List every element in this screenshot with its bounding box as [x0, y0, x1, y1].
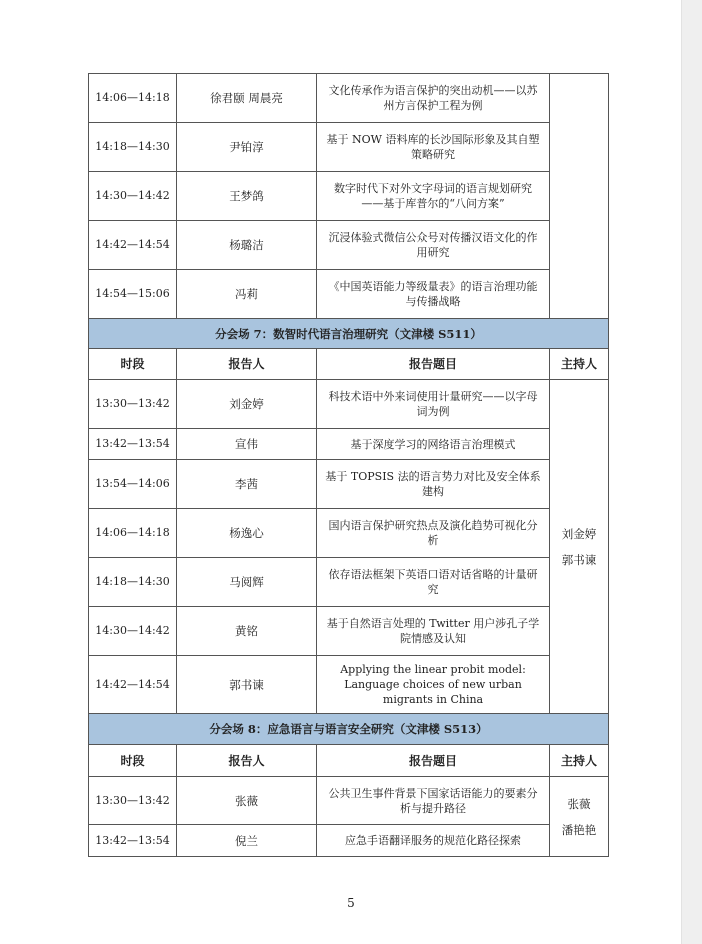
time-cell: 14:06—14:18	[89, 74, 177, 123]
topic-cell: 国内语言保护研究热点及演化趋势可视化分析	[317, 509, 550, 558]
header-time: 时段	[89, 745, 177, 777]
topic-cell: 文化传承作为语言保护的突出动机——以苏州方言保护工程为例	[317, 74, 550, 123]
topic-cell: 基于 TOPSIS 法的语言势力对比及安全体系建构	[317, 460, 550, 509]
time-cell: 14:18—14:30	[89, 123, 177, 172]
host-cell	[550, 777, 609, 857]
table-row	[89, 221, 609, 270]
schedule-table	[88, 73, 609, 857]
time-cell: 14:42—14:54	[89, 221, 177, 270]
topic-cell: 公共卫生事件背景下国家话语能力的要素分析与提升路径	[317, 777, 550, 825]
speaker-cell: 黄铭	[177, 607, 317, 656]
column-header-row	[89, 349, 609, 380]
time-cell: 13:30—13:42	[89, 777, 177, 825]
host-cell-empty	[550, 74, 609, 319]
host-name: 刘金婷	[561, 526, 597, 541]
speaker-cell: 马阅辉	[177, 558, 317, 607]
speaker-cell: 郭书谏	[177, 656, 317, 714]
host-cell	[550, 380, 609, 714]
time-cell: 14:42—14:54	[89, 656, 177, 714]
time-cell: 13:42—13:54	[89, 429, 177, 460]
topic-cell: Applying the linear probit model: Language choices of new urban migrants in China	[317, 656, 550, 714]
speaker-cell: 张薇	[177, 777, 317, 825]
column-header-row	[89, 745, 609, 777]
topic-cell: 基于 NOW 语料库的长沙国际形象及其自塑策略研究	[317, 123, 550, 172]
speaker-cell: 王梦鸽	[177, 172, 317, 221]
speaker-cell: 杨逸心	[177, 509, 317, 558]
header-speaker: 报告人	[177, 745, 317, 777]
session-header-row	[89, 714, 609, 745]
table-row	[89, 270, 609, 319]
time-cell: 14:30—14:42	[89, 607, 177, 656]
table-row	[89, 460, 609, 509]
table-row	[89, 558, 609, 607]
time-cell: 13:54—14:06	[89, 460, 177, 509]
host-name: 潘艳艳	[561, 822, 597, 837]
topic-cell: 依存语法框架下英语口语对话省略的计量研究	[317, 558, 550, 607]
table-row	[89, 777, 609, 825]
speaker-cell: 倪兰	[177, 825, 317, 857]
table-row	[89, 429, 609, 460]
session-header-row	[89, 319, 609, 349]
topic-cell: 基于深度学习的网络语言治理模式	[317, 429, 550, 460]
table-row	[89, 825, 609, 857]
header-host: 主持人	[550, 349, 609, 380]
topic-cell: 沉浸体验式微信公众号对传播汉语文化的作用研究	[317, 221, 550, 270]
header-time: 时段	[89, 349, 177, 380]
topic-cell: 应急手语翻译服务的规范化路径探索	[317, 825, 550, 857]
speaker-cell: 刘金婷	[177, 380, 317, 429]
time-cell: 14:06—14:18	[89, 509, 177, 558]
speaker-cell: 尹铂淳	[177, 123, 317, 172]
time-cell: 13:30—13:42	[89, 380, 177, 429]
topic-cell: 《中国英语能力等级量表》的语言治理功能与传播战略	[317, 270, 550, 319]
topic-cell: 科技术语中外来词使用计量研究——以字母词为例	[317, 380, 550, 429]
table-row	[89, 380, 609, 429]
time-cell: 13:42—13:54	[89, 825, 177, 857]
time-cell: 14:54—15:06	[89, 270, 177, 319]
time-cell: 14:30—14:42	[89, 172, 177, 221]
topic-cell: 数字时代下对外文字母词的语言规划研究——基于库普尔的“八问方案”	[317, 172, 550, 221]
table-row	[89, 607, 609, 656]
host-name: 郭书谏	[561, 552, 597, 567]
header-topic: 报告题目	[317, 349, 550, 380]
time-cell: 14:18—14:30	[89, 558, 177, 607]
scrollbar[interactable]	[681, 0, 702, 944]
header-topic: 报告题目	[317, 745, 550, 777]
speaker-cell: 徐君颐 周晨亮	[177, 74, 317, 123]
table-row	[89, 172, 609, 221]
speaker-cell: 宣伟	[177, 429, 317, 460]
host-name: 张薇	[567, 796, 591, 811]
speaker-cell: 冯莉	[177, 270, 317, 319]
header-speaker: 报告人	[177, 349, 317, 380]
table-row	[89, 656, 609, 714]
table-row	[89, 509, 609, 558]
session-title: 分会场 7：数智时代语言治理研究（文津楼 S511）	[89, 319, 609, 349]
header-host: 主持人	[550, 745, 609, 777]
speaker-cell: 杨璐洁	[177, 221, 317, 270]
speaker-cell: 李茜	[177, 460, 317, 509]
topic-cell: 基于自然语言处理的 Twitter 用户涉孔子学院情感及认知	[317, 607, 550, 656]
table-row	[89, 123, 609, 172]
session-title: 分会场 8：应急语言与语言安全研究（文津楼 S513）	[89, 714, 609, 745]
table-row	[89, 74, 609, 123]
page-number: 5	[347, 896, 355, 910]
